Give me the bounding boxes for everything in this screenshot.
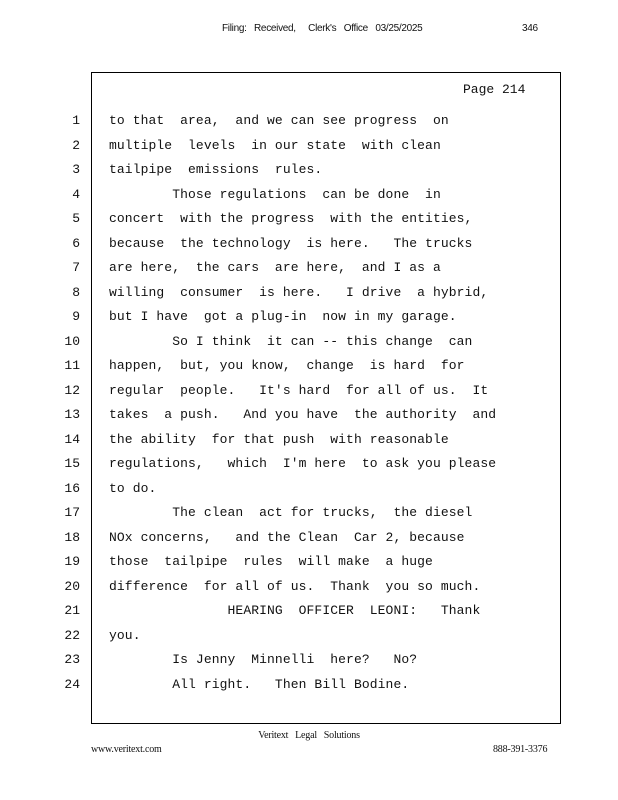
footer-vendor: Veritext Legal Solutions (258, 730, 360, 741)
line-number: 10 (64, 333, 80, 349)
line-text: So I think it can -- this change can (109, 333, 473, 349)
transcript-line (0, 628, 618, 648)
line-text: NOx concerns, and the Clean Car 2, because (109, 529, 465, 545)
transcript-line (0, 432, 618, 452)
transcript-line (0, 505, 618, 525)
transcript-line (0, 162, 618, 182)
transcript-line (0, 309, 618, 329)
line-number: 1 (72, 113, 80, 128)
line-number: 5 (72, 211, 80, 226)
transcript-line (0, 603, 618, 623)
line-text: are here, the cars are here, and I as a (109, 260, 441, 275)
line-text: concert with the progress with the entities, (109, 211, 473, 226)
transcript-line (0, 456, 618, 476)
transcript-line (0, 652, 618, 672)
transcript-line (0, 677, 618, 697)
line-text: HEARING OFFICER LEONI: Thank (109, 603, 481, 618)
line-text: happen, but, you know, change is hard for (109, 358, 465, 373)
line-text: you. (109, 627, 141, 643)
line-text: takes a push. And you have the authority and (109, 407, 497, 422)
line-text: multiple levels in our state with clean (109, 137, 441, 153)
filing-stamp: Filing: Received, Clerk's Office 03/25/2025 (222, 23, 423, 34)
transcript-line (0, 260, 618, 280)
line-text: All right. Then Bill Bodine. (109, 676, 410, 692)
line-number: 8 (72, 284, 80, 300)
transcript-line (0, 579, 618, 599)
footer-phone: 888-391-3376 (493, 744, 548, 755)
line-number: 24 (64, 676, 80, 692)
line-text: to that area, and we can see progress on (109, 113, 449, 128)
line-number: 7 (72, 260, 80, 275)
line-text: tailpipe emissions rules. (109, 162, 323, 177)
line-number: 15 (64, 456, 80, 471)
line-number: 3 (72, 162, 80, 177)
line-number: 4 (72, 186, 80, 202)
line-text: but I have got a plug-in now in my garage. (109, 309, 457, 324)
transcript-line (0, 530, 618, 550)
line-number: 21 (64, 603, 80, 618)
transcript-line (0, 236, 618, 256)
transcript-line (0, 481, 618, 501)
line-text: willing consumer is here. I drive a hybrid, (109, 284, 489, 300)
transcript-line (0, 554, 618, 574)
line-number: 14 (64, 431, 80, 447)
transcript-page-label: Page 214 (463, 82, 526, 97)
line-number: 19 (64, 554, 80, 569)
line-text: difference for all of us. Thank you so much. (109, 578, 481, 594)
transcript-line (0, 187, 618, 207)
line-text: those tailpipe rules will make a huge (109, 554, 433, 569)
filing-header (0, 23, 618, 37)
line-number: 13 (64, 407, 80, 422)
line-text: the ability for that push with reasonable (109, 431, 449, 447)
line-text: regulations, which I'm here to ask you please (109, 456, 497, 471)
line-text: Those regulations can be done in (109, 186, 441, 202)
line-text: Is Jenny Minnelli here? No? (109, 652, 418, 667)
transcript-line (0, 358, 618, 378)
transcript-line (0, 383, 618, 403)
filing-page-number: 346 (522, 23, 538, 34)
line-number: 9 (72, 309, 80, 324)
transcript-line (0, 211, 618, 231)
line-number: 20 (64, 578, 80, 594)
line-number: 23 (64, 652, 80, 667)
line-number: 12 (64, 382, 80, 398)
transcript-line (0, 113, 618, 133)
line-number: 17 (64, 505, 80, 520)
line-text: because the technology is here. The trucks (109, 235, 473, 251)
line-number: 6 (72, 235, 80, 251)
line-number: 2 (72, 137, 80, 153)
transcript-line (0, 407, 618, 427)
line-text: regular people. It's hard for all of us. It (109, 382, 489, 398)
line-text: The clean act for trucks, the diesel (109, 505, 473, 520)
transcript-line (0, 138, 618, 158)
line-text: to do. (109, 480, 157, 496)
line-number: 11 (64, 358, 80, 373)
line-number: 22 (64, 627, 80, 643)
transcript-line (0, 285, 618, 305)
transcript-line (0, 334, 618, 354)
line-number: 16 (64, 480, 80, 496)
footer-website: www.veritext.com (91, 744, 162, 755)
line-number: 18 (64, 529, 80, 545)
